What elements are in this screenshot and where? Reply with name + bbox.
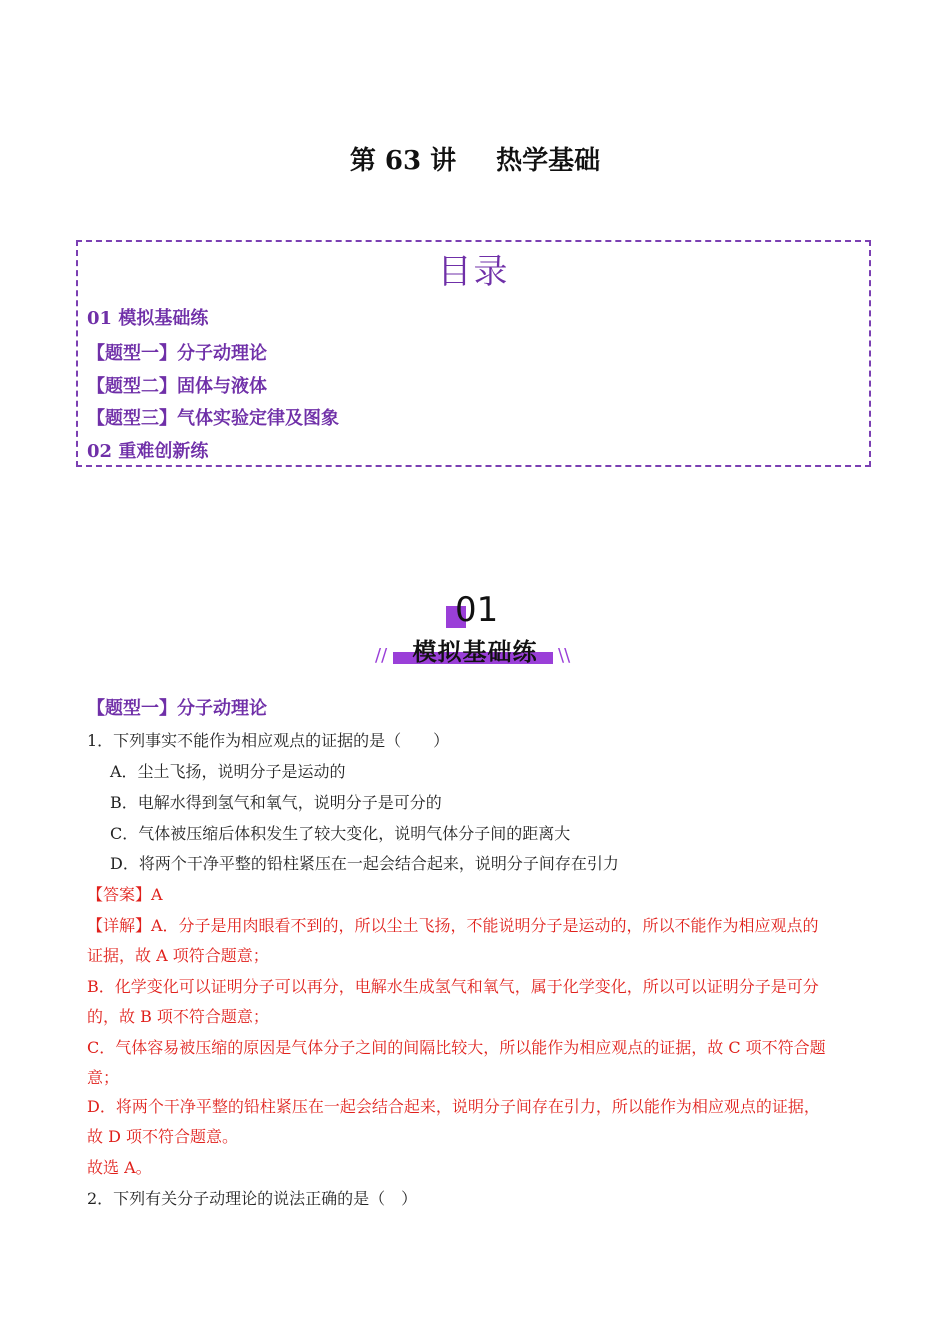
- explanation-line: C．气体容易被压缩的原因是气体分子之间的间隔比较大，所以能作为相应观点的证据，故 C 项不符合题: [87, 1038, 826, 1057]
- lecture-topic: 热学基础: [496, 146, 601, 176]
- section-number: 01: [455, 590, 499, 630]
- table-of-contents: [76, 240, 871, 467]
- explanation-conclusion: 故选 A。: [87, 1158, 152, 1177]
- toc-item-type-3[interactable]: 【题型三】气体实验定律及图象: [87, 408, 339, 429]
- explanation-line: 意；: [87, 1068, 120, 1087]
- right-slash-decoration: \\: [558, 645, 571, 666]
- toc-heading: 目录: [437, 252, 510, 292]
- page-title: [0, 140, 950, 177]
- explanation-line: 故 D 项不符合题意。: [87, 1127, 239, 1146]
- question-1-option-d: D．将两个干净平整的铅柱紧压在一起会结合起来，说明分子间存在引力: [110, 854, 619, 873]
- explanation-line: 的，故 B 项不符合题意；: [87, 1007, 269, 1026]
- toc-item-advanced-practice[interactable]: 02 重难创新练: [87, 441, 209, 462]
- lecture-number: 第 63 讲: [349, 146, 457, 176]
- toc-item-type-2[interactable]: 【题型二】固体与液体: [87, 376, 267, 397]
- question-1-option-b: B．电解水得到氢气和氧气，说明分子是可分的: [110, 793, 442, 812]
- question-1-option-c: C．气体被压缩后体积发生了较大变化，说明气体分子间的距离大: [110, 824, 571, 843]
- question-type-heading: 【题型一】分子动理论: [87, 698, 267, 719]
- section-title: 模拟基础练: [412, 638, 538, 666]
- explanation-line: 证据，故 A 项符合题意；: [87, 946, 269, 965]
- explanation-line: 【详解】A．分子是用肉眼看不到的，所以尘土飞扬，不能说明分子是运动的，所以不能作为相应观点的: [87, 916, 819, 935]
- left-slash-decoration: //: [375, 645, 388, 666]
- question-2-stem: 2．下列有关分子动理论的说法正确的是（ ）: [87, 1189, 418, 1208]
- explanation-line: B．化学变化可以证明分子可以再分，电解水生成氢气和氧气，属于化学变化，所以可以证明分子是可分: [87, 977, 819, 996]
- question-1-option-a: A．尘土飞扬，说明分子是运动的: [110, 762, 346, 781]
- toc-item-type-1[interactable]: 【题型一】分子动理论: [87, 343, 267, 364]
- toc-item-basic-practice[interactable]: 01 模拟基础练: [87, 308, 209, 329]
- question-1-stem: 1．下列事实不能作为相应观点的证据的是（ ）: [87, 731, 450, 750]
- explanation-line: D．将两个干净平整的铅柱紧压在一起会结合起来，说明分子间存在引力，所以能作为相应观点的证据，: [87, 1097, 820, 1116]
- question-1-answer: 【答案】A: [87, 885, 163, 904]
